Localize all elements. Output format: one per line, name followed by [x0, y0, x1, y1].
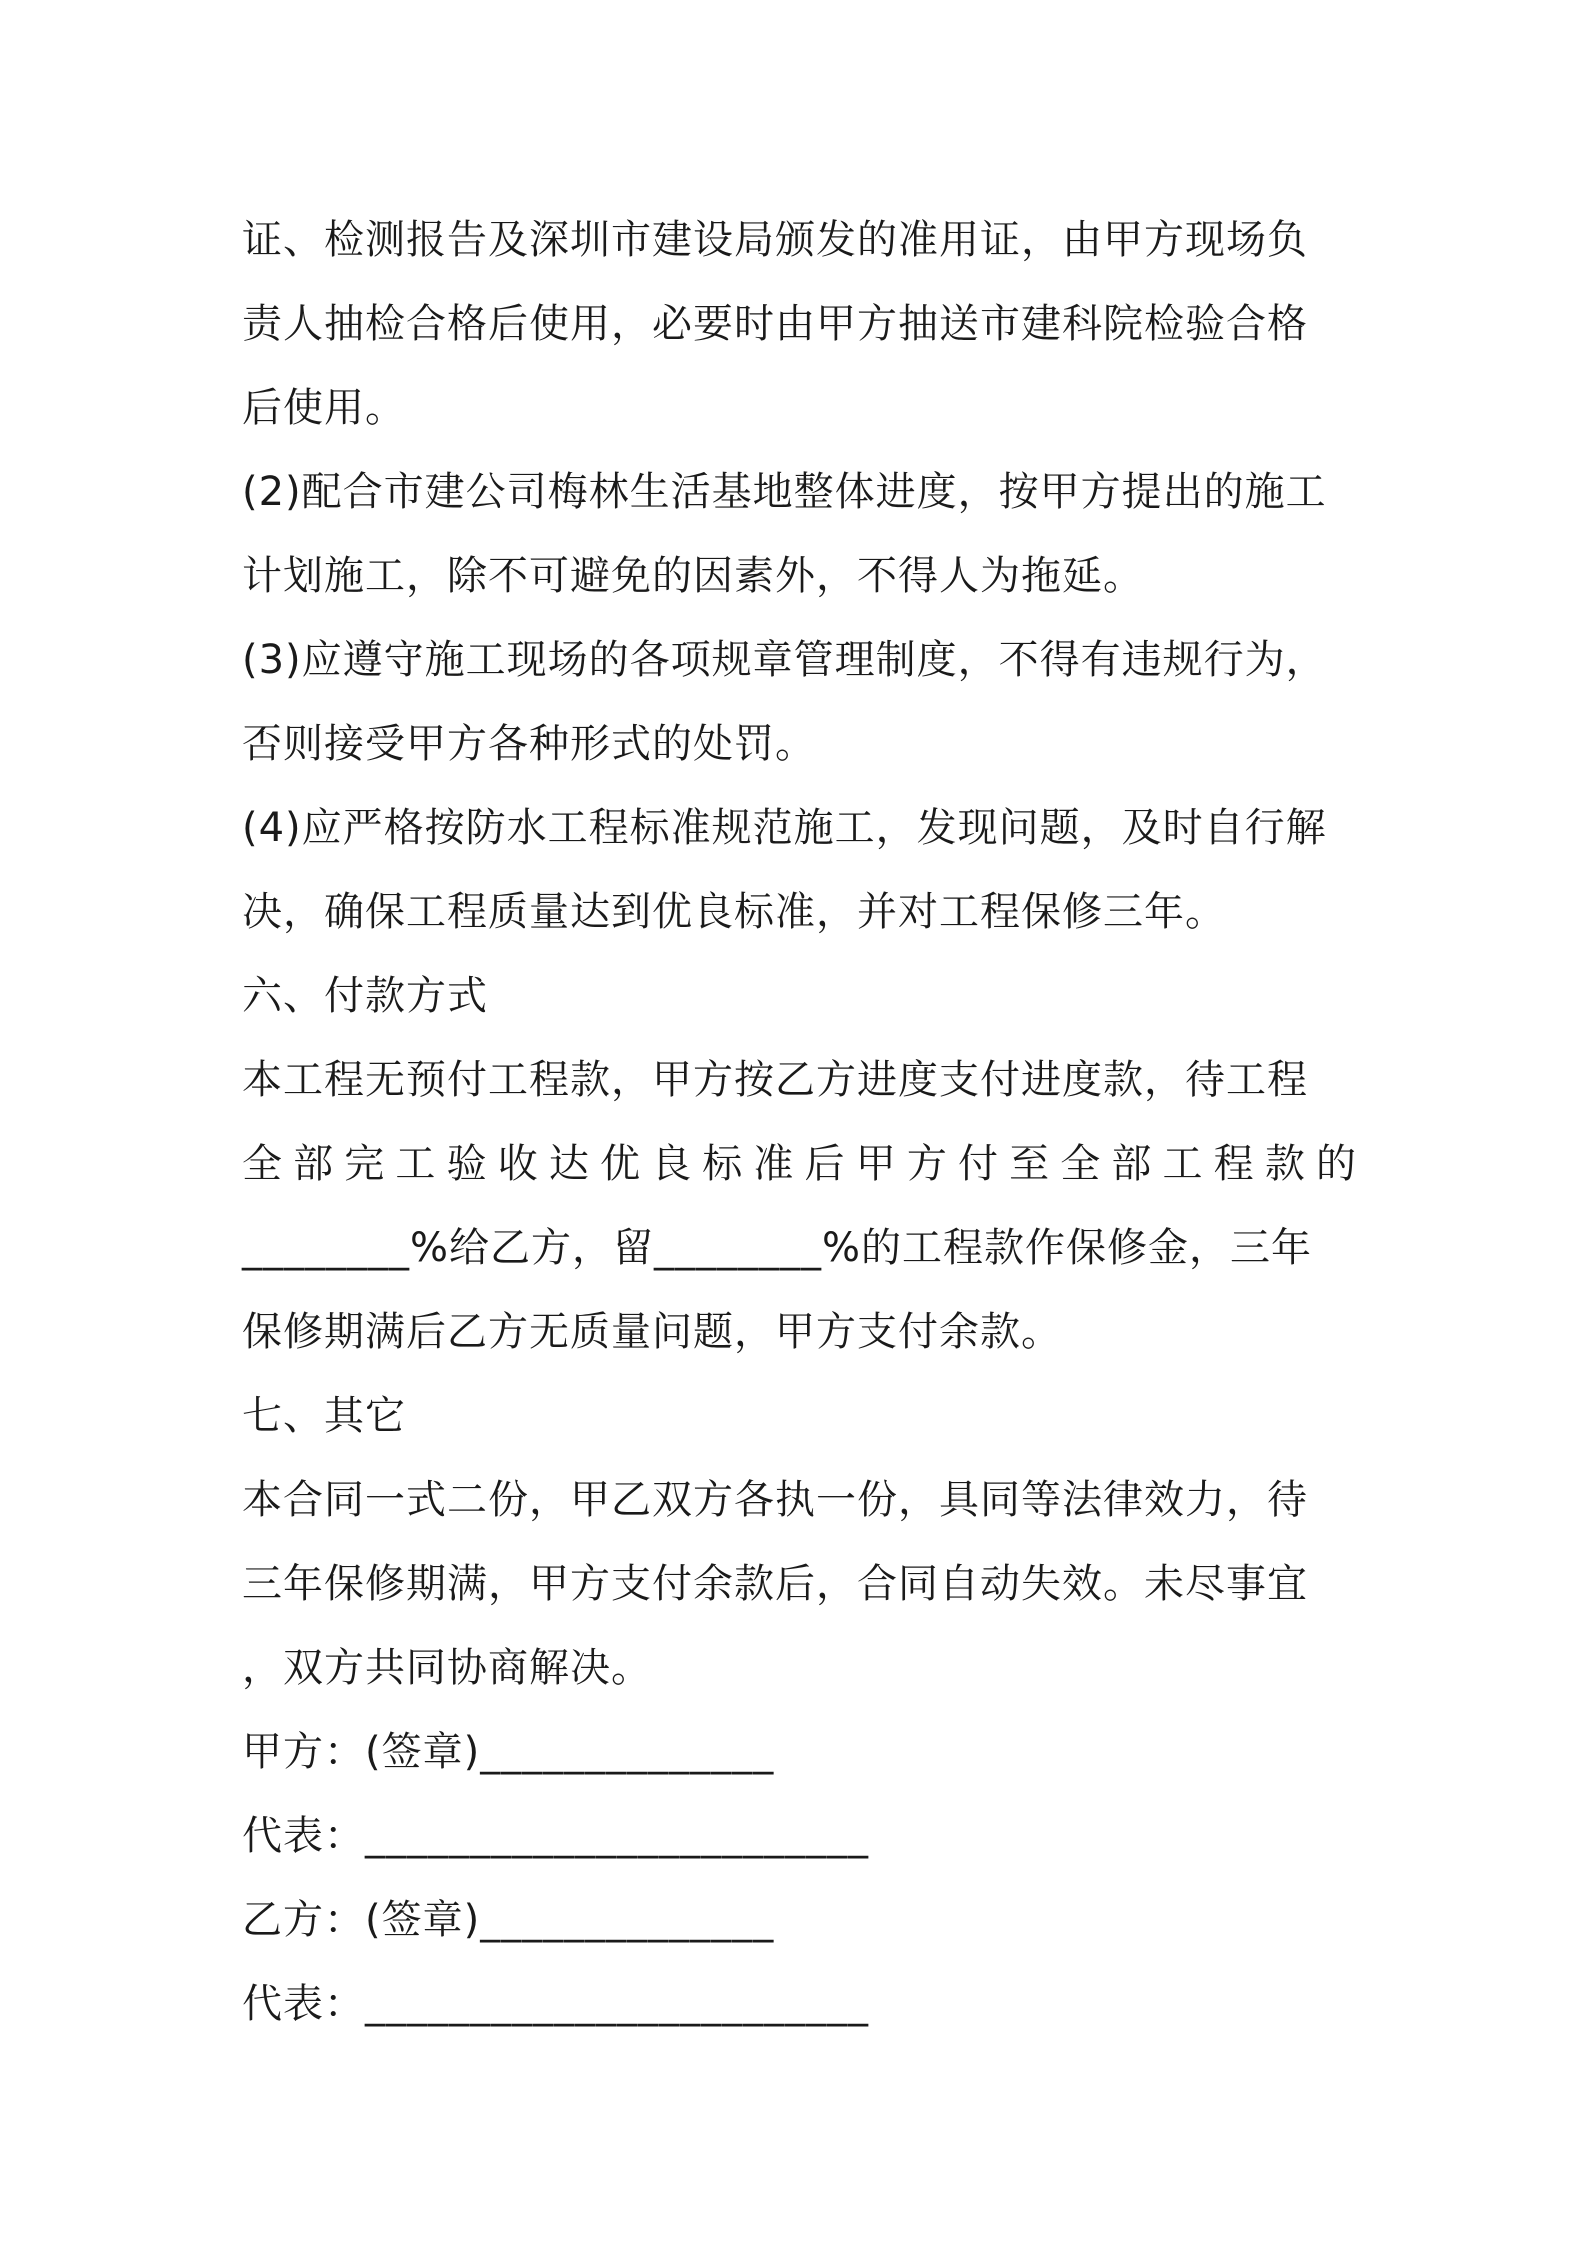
- payment-line-3: ________%给乙方，留________%的工程款作保修金，三年: [242, 1225, 1313, 1271]
- other-line-3: ，双方共同协商解决。: [242, 1645, 652, 1691]
- clause-2-line-2: 计划施工，除不可避免的因素外，不得人为拖延。: [242, 553, 1144, 599]
- payment-line-1: 本工程无预付工程款，甲方按乙方进度支付进度款，待工程: [242, 1057, 1308, 1103]
- section-heading-other: 七、其它: [242, 1393, 406, 1439]
- clause-3-line-1: (3)应遵守施工现场的各项规章管理制度，不得有违规行为，: [242, 637, 1327, 683]
- clause-3-line-2: 否则接受甲方各种形式的处罚。: [242, 721, 816, 767]
- document-body: [242, 198, 1357, 2046]
- party-b-representative: 代表：________________________: [242, 1981, 869, 2027]
- text-line-1: 证、检测报告及深圳市建设局颁发的准用证，由甲方现场负: [242, 217, 1308, 263]
- party-a-signature: 甲方：(签章)______________: [242, 1729, 775, 1775]
- other-line-1: 本合同一式二份，甲乙双方各执一份，具同等法律效力，待: [242, 1477, 1308, 1523]
- text-line-2: 责人抽检合格后使用，必要时由甲方抽送市建科院检验合格: [242, 301, 1308, 347]
- section-heading-payment: 六、付款方式: [242, 973, 488, 1019]
- payment-line-2: 全 部 完 工 验 收 达 优 良 标 准 后 甲 方 付 至 全 部 工 程 款 的: [242, 1141, 1357, 1187]
- clause-4-line-1: (4)应严格按防水工程标准规范施工，发现问题，及时自行解: [242, 805, 1327, 851]
- clause-4-line-2: 决，确保工程质量达到优良标准，并对工程保修三年。: [242, 889, 1226, 935]
- clause-2-line-1: (2)配合市建公司梅林生活基地整体进度，按甲方提出的施工: [242, 469, 1327, 515]
- party-a-representative: 代表：________________________: [242, 1813, 869, 1859]
- party-b-signature: 乙方：(签章)______________: [242, 1897, 775, 1943]
- other-line-2: 三年保修期满，甲方支付余款后，合同自动失效。未尽事宜: [242, 1561, 1308, 1607]
- payment-line-4: 保修期满后乙方无质量问题，甲方支付余款。: [242, 1309, 1062, 1355]
- text-line-3: 后使用。: [242, 385, 406, 431]
